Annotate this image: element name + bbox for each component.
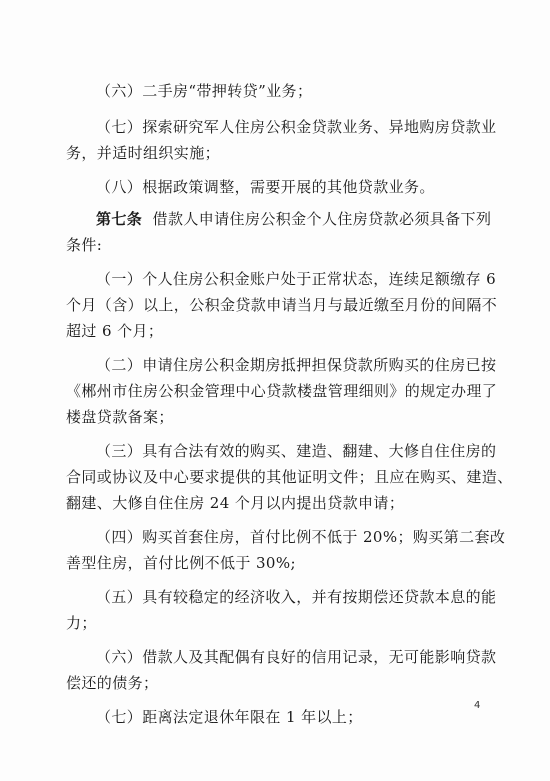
paragraph-line: 务，并适时组织实施； xyxy=(66,144,221,162)
paragraph-line: 楼盘贷款备案； xyxy=(66,408,174,426)
paragraph-line: （四）购买首套住房，首付比例不低于 20%；购买第二套改 xyxy=(96,528,506,546)
paragraph-line: （三）具有合法有效的购买、建造、翻建、大修自住住房的 xyxy=(96,442,497,460)
paragraph-line: （一）个人住房公积金账户处于正常状态，连续足额缴存 6 xyxy=(96,270,497,288)
paragraph-line: （八）根据政策调整，需要开展的其他贷款业务。 xyxy=(96,178,435,196)
paragraph-line: 超过 6 个月； xyxy=(66,322,164,340)
paragraph-line: 个月（含）以上，公积金贷款申请当月与最近缴至月份的间隔不 xyxy=(66,296,498,314)
paragraph-line: 善型住房，首付比例不低于 30%; xyxy=(66,554,296,572)
article-heading-line xyxy=(96,208,490,230)
paragraph-line: （六）二手房“带押转贷”业务； xyxy=(96,82,313,100)
paragraph-line: 条件: xyxy=(66,236,103,254)
paragraph-line: （二）申请住房公积金期房抵押担保贷款所购买的住房已按 xyxy=(96,356,497,374)
paragraph-line: （六）借款人及其配偶有良好的信用记录，无可能影响贷款 xyxy=(96,648,497,666)
paragraph-line: 合同或协议及中心要求提供的其他证明文件；且应在购买、建造、 xyxy=(66,468,513,486)
paragraph-line: （五）具有较稳定的经济收入，并有按期偿还贷款本息的能 xyxy=(96,588,497,606)
paragraph-line: 力； xyxy=(66,614,97,632)
page-number: 4 xyxy=(474,700,481,711)
paragraph-line: （七）距离法定退休年限在 1 年以上； xyxy=(96,708,363,726)
paragraph-line: （七）探索研究军人住房公积金贷款业务、异地购房贷款业 xyxy=(96,118,497,136)
article-number: 第七条 xyxy=(96,210,143,228)
paragraph-line: 偿还的债务； xyxy=(66,674,159,692)
paragraph-line: 《郴州市住房公积金管理中心贷款楼盘管理细则》的规定办理了 xyxy=(66,382,498,400)
paragraph-line: 翻建、大修自住住房 24 个月以内提出贷款申请； xyxy=(66,494,405,512)
article-text: 借款人申请住房公积金个人住房贷款必须具备下列 xyxy=(152,210,492,228)
